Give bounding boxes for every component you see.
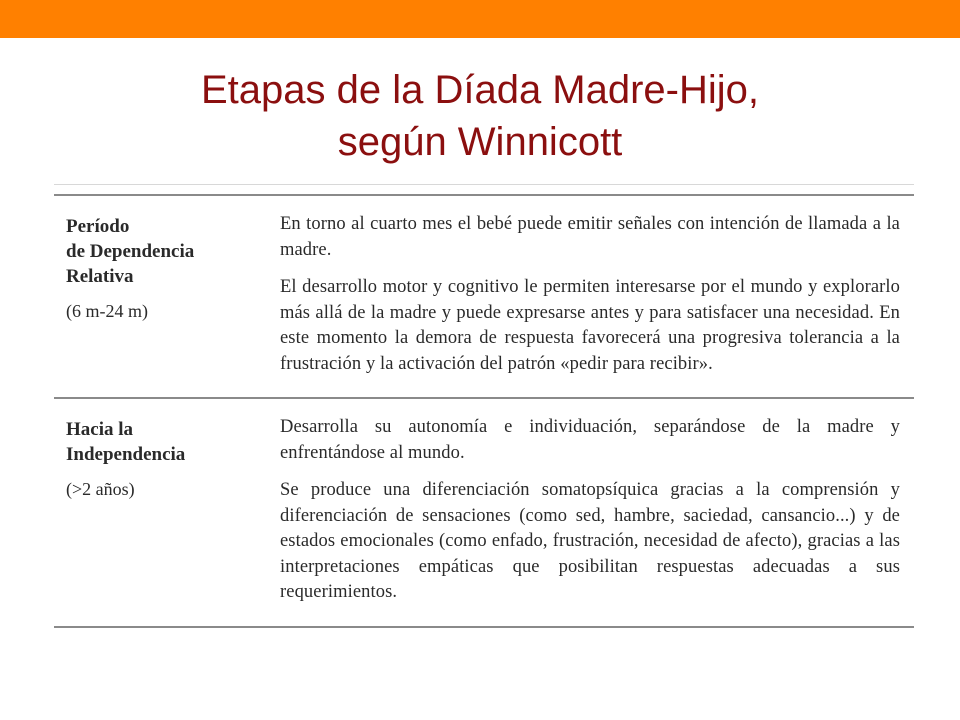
stage-name: Período de Dependencia Relativa	[66, 216, 195, 287]
stage-age: (>2 años)	[66, 479, 135, 499]
stage-cell	[54, 195, 266, 398]
description-cell	[266, 398, 914, 627]
stage-age: (6 m-24 m)	[66, 301, 148, 321]
table-top-faint-line	[54, 184, 914, 185]
description-paragraph: El desarrollo motor y cognitivo le permiten interesarse por el mundo y explorarlo más allá de la madre y puede expresarse antes y para satisfacer una necesidad. En este momento la demora de respuesta favorecerá una progresiva tolerancia a la frustración y la activación del patrón «pedir para recibir».	[280, 277, 900, 374]
description-cell	[266, 195, 914, 398]
title-line-2: según Winnicott	[337, 120, 623, 164]
description-paragraph: Desarrolla su autonomía e individuación, separándose de la madre y enfrentándose al mundo.	[280, 417, 900, 463]
stage-cell	[54, 398, 266, 627]
title-line-1: Etapas de la Díada Madre-Hijo,	[200, 68, 760, 112]
table-row	[54, 398, 914, 627]
description-paragraph: Se produce una diferenciación somatopsíquica gracias a la comprensión y diferenciación de sensaciones (como sed, hambre, saciedad, cansancio...) y de estados emocionales (como enfado, frustración, necesidad de afecto), gracias a las interpretaciones empáticas que posibilitan respuestas adecuadas a sus requerimientos.	[280, 480, 900, 602]
table-row	[54, 195, 914, 398]
stages-table-container	[54, 194, 914, 628]
description-paragraph: En torno al cuarto mes el bebé puede emitir señales con intención de llamada a la madre.	[280, 214, 900, 260]
stage-name: Hacia la Independencia	[66, 419, 186, 465]
slide-title	[0, 64, 960, 168]
header-accent-bar	[0, 0, 960, 38]
stages-table	[54, 194, 914, 628]
